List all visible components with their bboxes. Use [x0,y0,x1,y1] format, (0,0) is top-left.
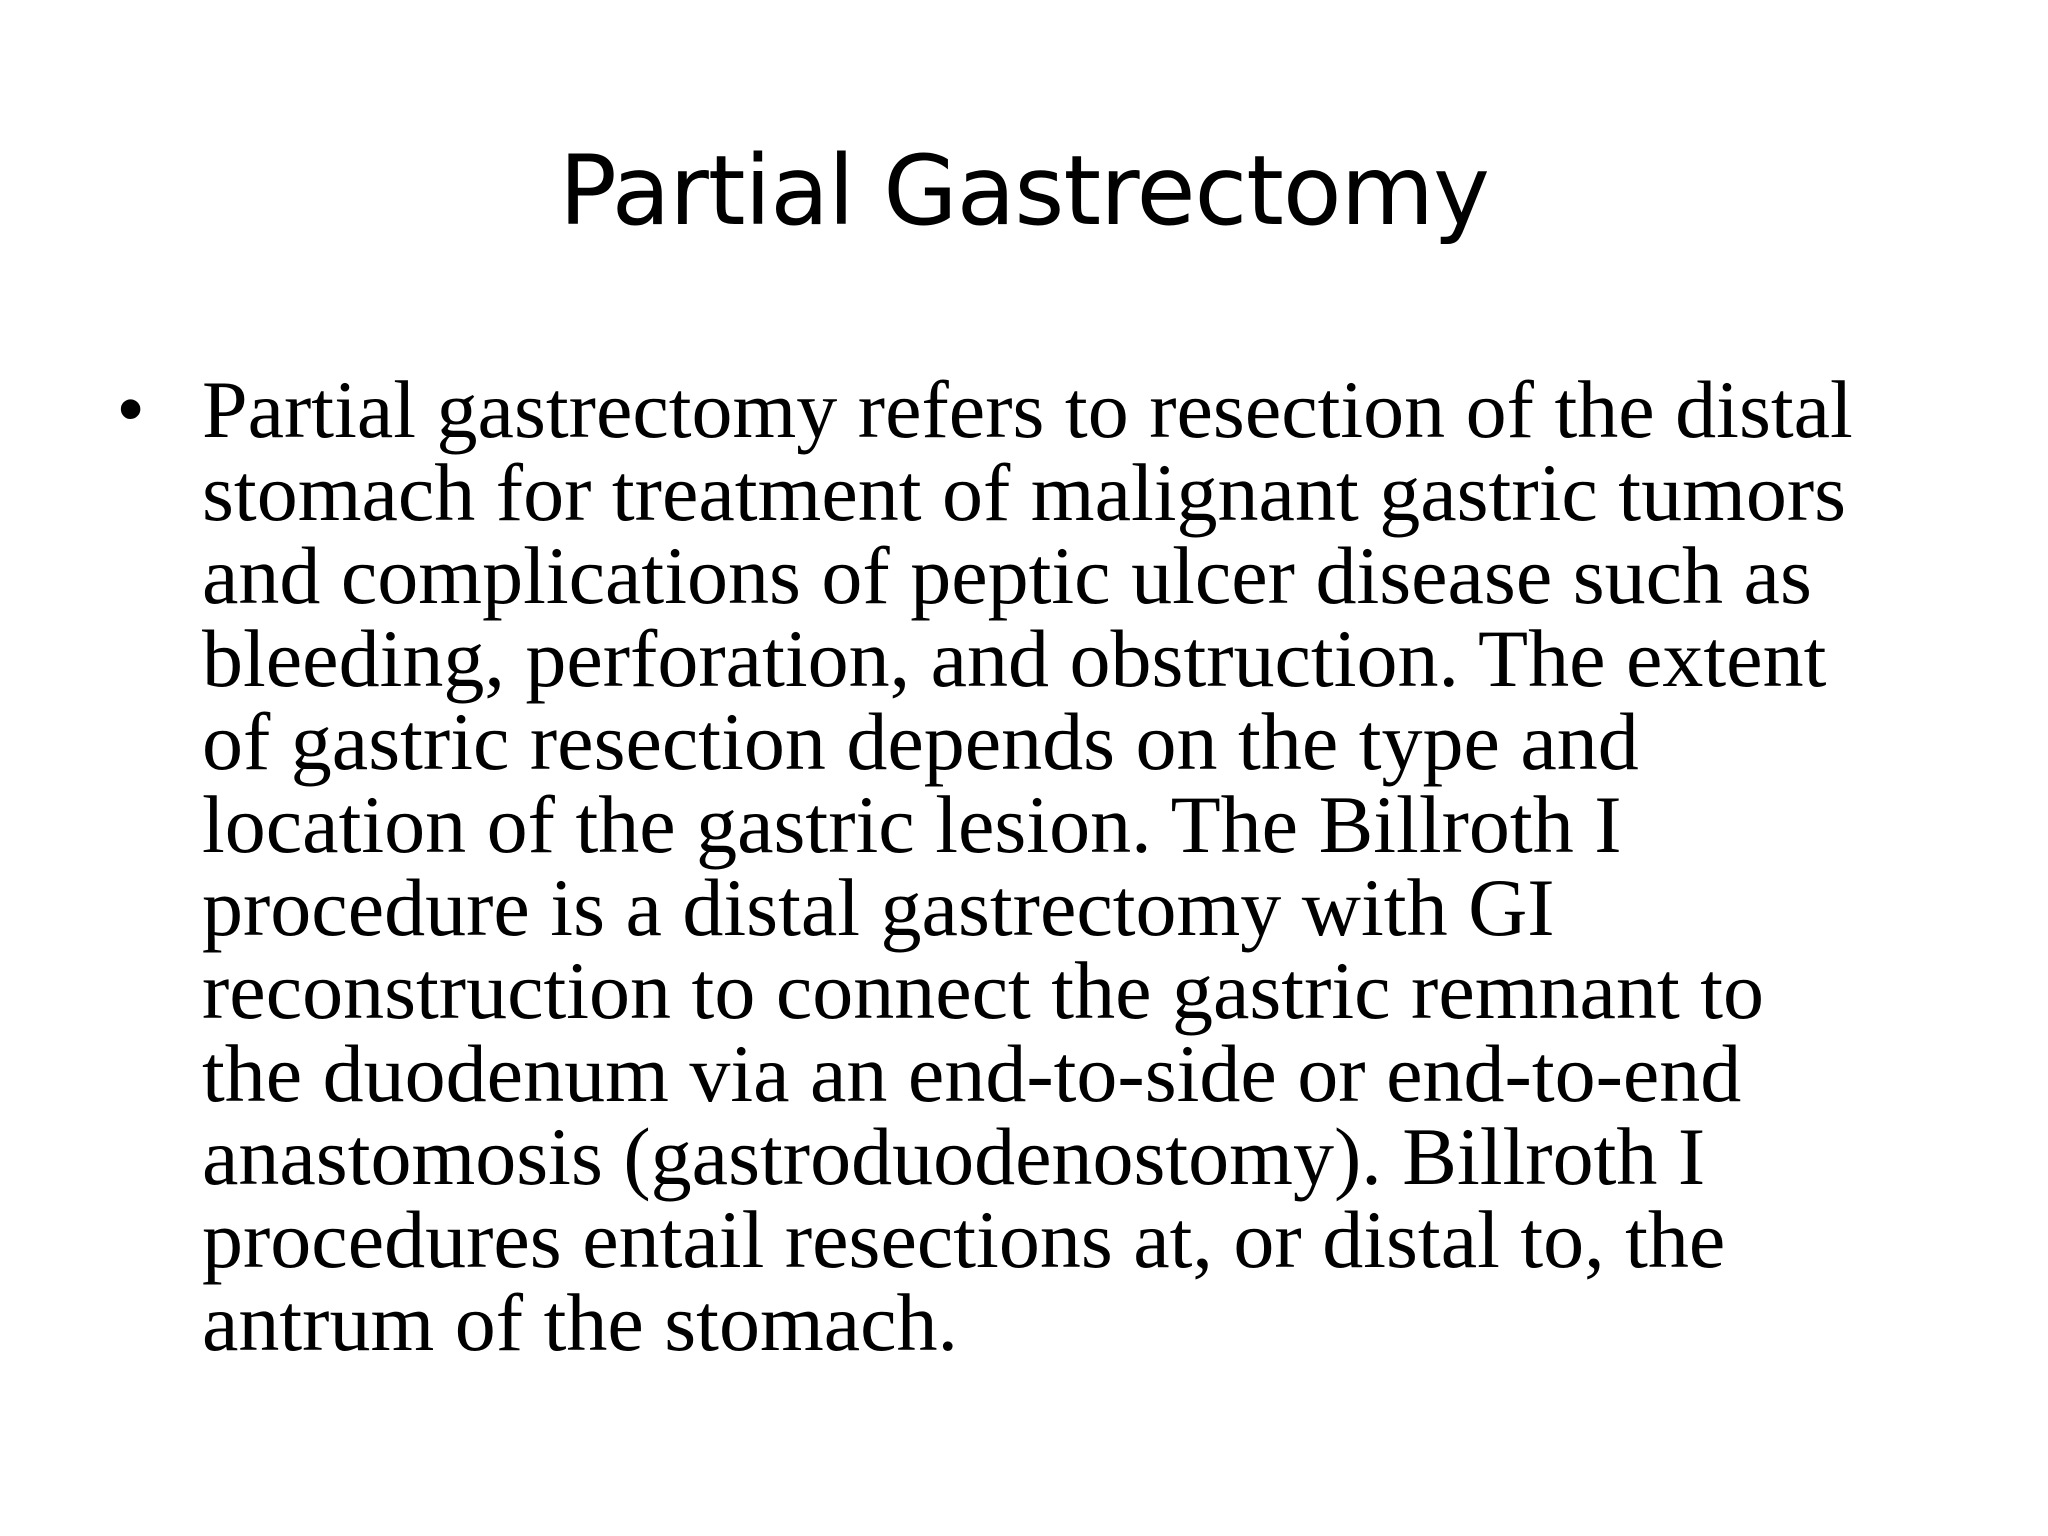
bullet-list [118,364,1958,1368]
bullet-text-line: procedures entail resections at, or distal to, the [202,1194,1726,1285]
bullet-text-line: and complications of peptic ulcer disease such as [202,530,1812,621]
bullet-text-line: location of the gastric lesion. The Billroth I [202,779,1622,870]
slide-title: Partial Gastrectomy [559,135,1489,247]
bullet-text-line: Partial gastrectomy refers to resection of the distal [202,364,1853,455]
bullet-marker: • [118,369,144,449]
bullet-text-line: reconstruction to connect the gastric remnant to [202,945,1765,1036]
bullet-text-line: of gastric resection depends on the type and [202,696,1639,787]
bullet-text-line: the duodenum via an end-to-side or end-to-end [202,1028,1742,1119]
bullet-text-line: procedure is a distal gastrectomy with GI [202,862,1555,953]
bullet-text-line: stomach for treatment of malignant gastric tumors [202,447,1847,538]
bullet-text-line: antrum of the stomach. [202,1277,959,1368]
bullet-text-line: anastomosis (gastroduodenostomy). Billroth I [202,1111,1706,1202]
bullet-item [118,364,1958,1368]
bullet-text-line: bleeding, perforation, and obstruction. The extent [202,613,1827,704]
